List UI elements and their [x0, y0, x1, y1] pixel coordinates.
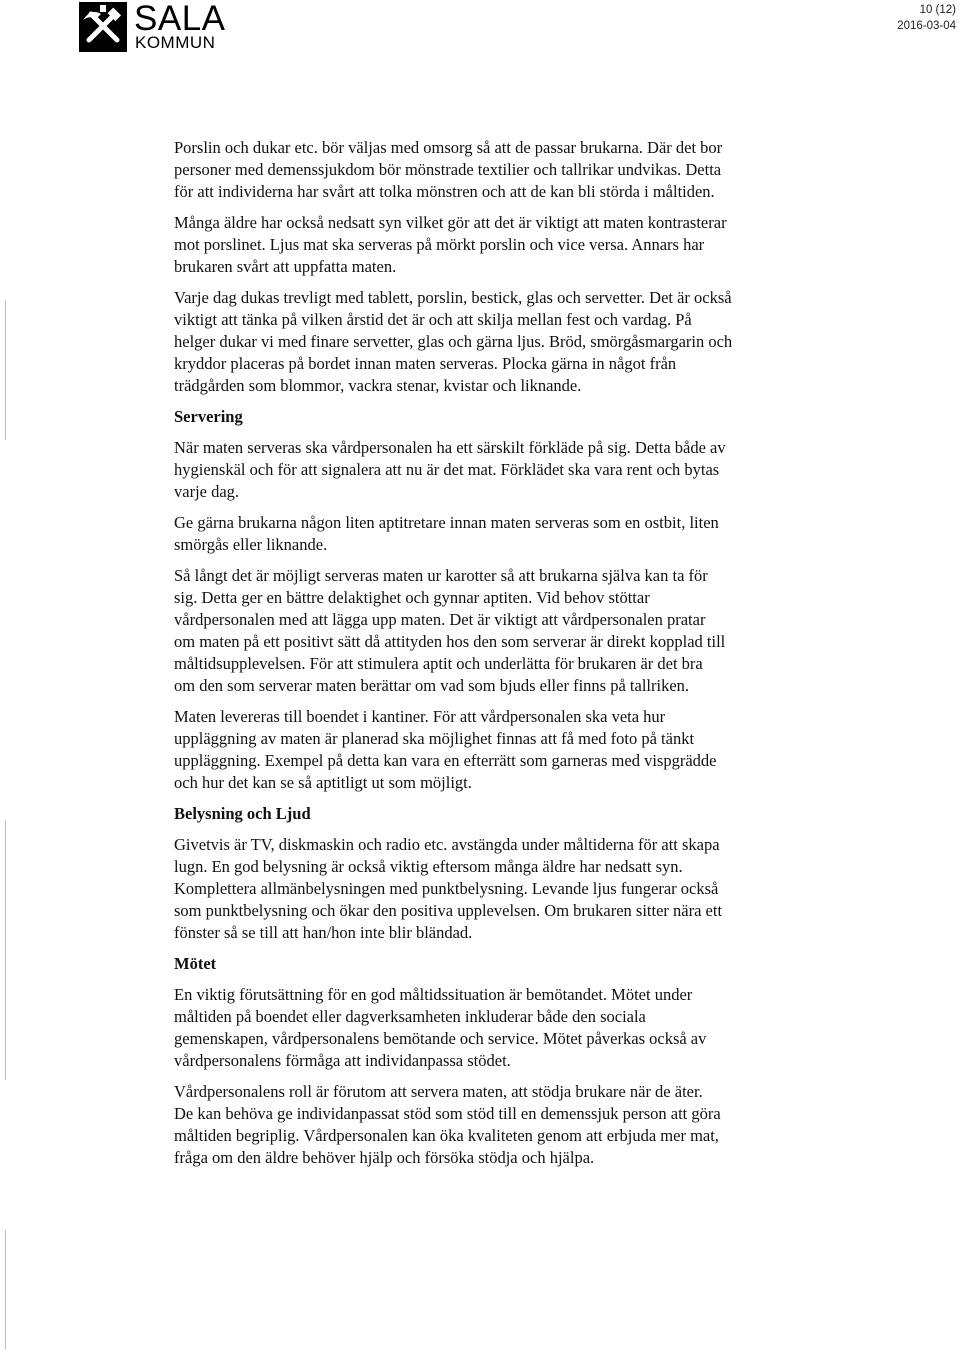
paragraph: Porslin och dukar etc. bör väljas med omsorg så att de passar brukarna. Där det bor personer med demenssjukdom bör mönstrade textilier och tallrikar undvikas. Detta för att individerna har svårt att tolka mönstren och att de kan bli störda i måltiden. [174, 138, 723, 201]
document-body [174, 137, 864, 1178]
paragraph: När maten serveras ska vårdpersonalen ha ett särskilt förkläde på sig. Detta både av hygienskäl och för att signalera att nu är det mat. Förklädet ska vara rent och bytas varje dag. [174, 438, 726, 501]
scan-margin-line [5, 1230, 6, 1350]
paragraph: Vårdpersonalens roll är förutom att servera maten, att stödja brukare när de äter. De kan behöva ge individanpassat stöd som stöd till en demenssjuk person att göra måltiden begriplig. Vårdpersonalen kan öka kvaliteten genom att erbjuda mer mat, fråga om den äldre behöver hjälp och försöka stödja och hjälpa. [174, 1082, 721, 1167]
paragraph: Så långt det är möjligt serveras maten ur karotter så att brukarna själva kan ta för sig. Detta ger en bättre delaktighet och gynnar aptiten. Vid behov stöttar vårdpersonalen med att lägga upp maten. Det är viktigt att vårdpersonalen pratar om maten på ett positivt sätt då attityden hos den som serverar är direkt kopplad till måltidsupplevelsen. För att stimulera aptit och underlätta för brukaren är det bra om den som serverar maten berättar om vad som bjuds eller finns på tallriken. [174, 566, 726, 695]
page-number: 10 (12) [919, 4, 956, 16]
hammer-pick-icon [79, 2, 127, 52]
section-heading-servering: Servering [174, 407, 243, 426]
paragraph: Ge gärna brukarna någon liten aptitretare innan maten serveras som en ostbit, liten smörgås eller liknande. [174, 513, 719, 554]
logo-subtitle: KOMMUN [135, 33, 216, 52]
section-heading-motet: Mötet [174, 954, 217, 973]
document-date: 2016-03-04 [897, 20, 956, 32]
paragraph: Maten levereras till boendet i kantiner. För att vårdpersonalen ska veta hur uppläggning av maten är planerad ska möjlighet finnas att få med foto på tänkt uppläggning. Exempel på detta kan vara en efterrätt som garneras med vispgrädde och hur det kan se så aptitligt ut som möjligt. [174, 707, 717, 792]
paragraph: Givetvis är TV, diskmaskin och radio etc. avstängda under måltiderna för att skapa lugn. En god belysning är också viktig eftersom många äldre har nedsatt syn. Komplettera allmänbelysningen med punktbelysning. Levande ljus fungerar också som punktbelysning och ökar den positiva upplevelsen. Om brukaren sitter nära ett fönster så se till att han/hon inte blir bländad. [174, 835, 723, 942]
section-heading-belysning: Belysning och Ljud [174, 804, 311, 823]
scan-margin-line [5, 820, 6, 1080]
logo-name: SALA [134, 0, 226, 38]
scan-margin-line [5, 300, 6, 440]
page-meta [897, 2, 956, 34]
paragraph: Många äldre har också nedsatt syn vilket gör att det är viktigt att maten kontrasterar mot porslinet. Ljus mat ska serveras på mörkt porslin och vice versa. Annars har brukaren svårt att uppfatta maten. [174, 213, 727, 276]
paragraph: En viktig förutsättning för en god måltidssituation är bemötandet. Mötet under måltiden på boendet eller dagverksamheten inkluderar både den sociala gemenskapen, vårdpersonalens bemötande och service. Mötet påverkas också av vårdpersonalens förmåga att individanpassa stödet. [174, 985, 707, 1070]
paragraph: Varje dag dukas trevligt med tablett, porslin, bestick, glas och servetter. Det är också viktigt att tänka på vilken årstid det är och att skilja mellan fest och vardag. På helger dukar vi med finare servetter, glas och gärna ljus. Bröd, smörgåsmargarin och kryddor placeras på bordet innan maten serveras. Plocka gärna in något från trädgården som blommor, vackra stenar, kvistar och liknande. [174, 288, 733, 395]
municipality-logo [79, 2, 229, 54]
